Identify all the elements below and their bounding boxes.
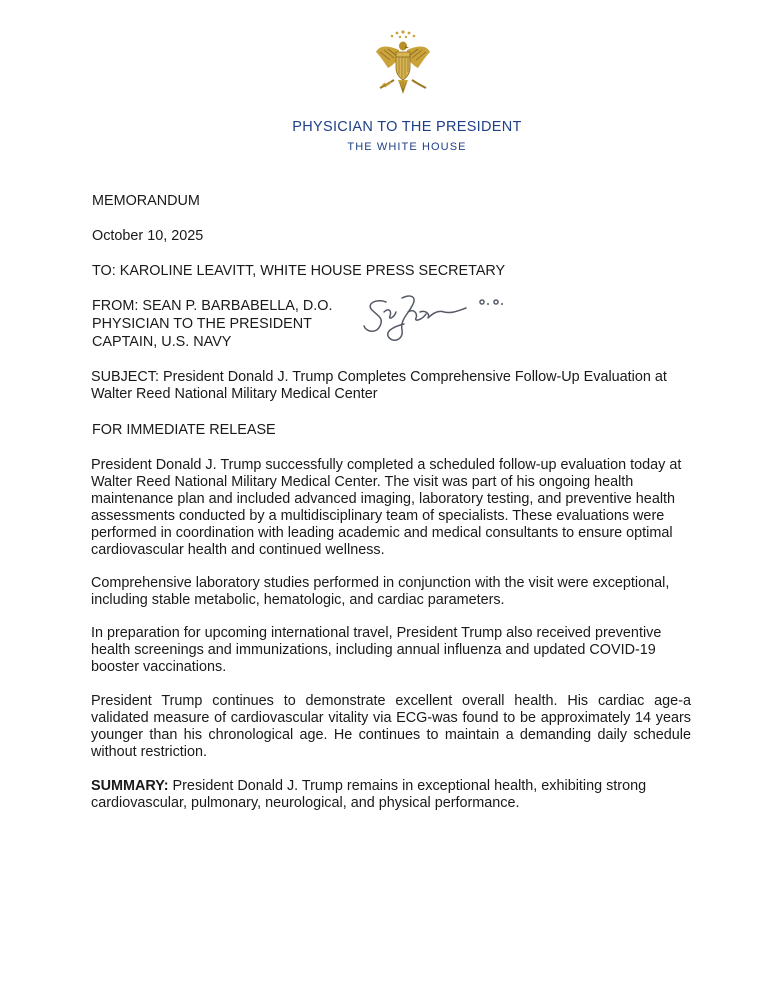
memo-from-title: PHYSICIAN TO THE PRESIDENT — [92, 316, 312, 332]
memo-date: October 10, 2025 — [92, 228, 204, 244]
release-notice: FOR IMMEDIATE RELEASE — [92, 422, 276, 438]
body-paragraph-1: President Donald J. Trump successfully completed a scheduled follow-up evaluation today at Walter Reed National Military Medical Center. The visit was part of his ongoing health maintenance plan and included advanced imaging, laboratory testing, and preventive health assessments conducted by a multidisciplinary team of specialists. These evaluations were performed in coordination with leading academic and medical consultants to ensure optimal cardiovascular health and continued wellness. — [91, 457, 682, 558]
memo-to: TO: KAROLINE LEAVITT, WHITE HOUSE PRESS SECRETARY — [92, 263, 506, 279]
summary-paragraph — [91, 778, 691, 812]
handwritten-signature — [362, 290, 512, 346]
letterhead-title: PHYSICIAN TO THE PRESIDENT — [292, 119, 522, 135]
body-paragraph-2: Comprehensive laboratory studies performed in conjunction with the visit were exceptional, including stable metabolic, hematologic, and cardiac parameters. — [91, 575, 670, 608]
memo-from-rank: CAPTAIN, U.S. NAVY — [92, 334, 232, 350]
memo-subject: SUBJECT: President Donald J. Trump Completes Comprehensive Follow-Up Evaluation at Walter Reed National Military Medical Center — [91, 369, 667, 402]
memo-heading: MEMORANDUM — [92, 193, 200, 209]
presidential-seal-icon — [372, 26, 434, 100]
body-paragraph-3: In preparation for upcoming international travel, President Trump also received preventive health screenings and immunizations, including annual influenza and updated COVID-19 booster vaccinations. — [91, 625, 662, 675]
summary-text: President Donald J. Trump remains in exceptional health, exhibiting strong cardiovascular, pulmonary, neurological, and physical performance. — [91, 778, 647, 811]
body-paragraph-4: President Trump continues to demonstrate excellent overall health. His cardiac age-a validated measure of cardiovascular vitality via ECG-was found to be approximately 14 years younger than his chronological age. He continues to maintain a demanding daily schedule without restriction. — [91, 693, 691, 760]
letterhead-subtitle: THE WHITE HOUSE — [347, 141, 467, 153]
memo-from: FROM: SEAN P. BARBABELLA, D.O. — [92, 298, 333, 314]
summary-label: SUMMARY: — [91, 778, 169, 794]
